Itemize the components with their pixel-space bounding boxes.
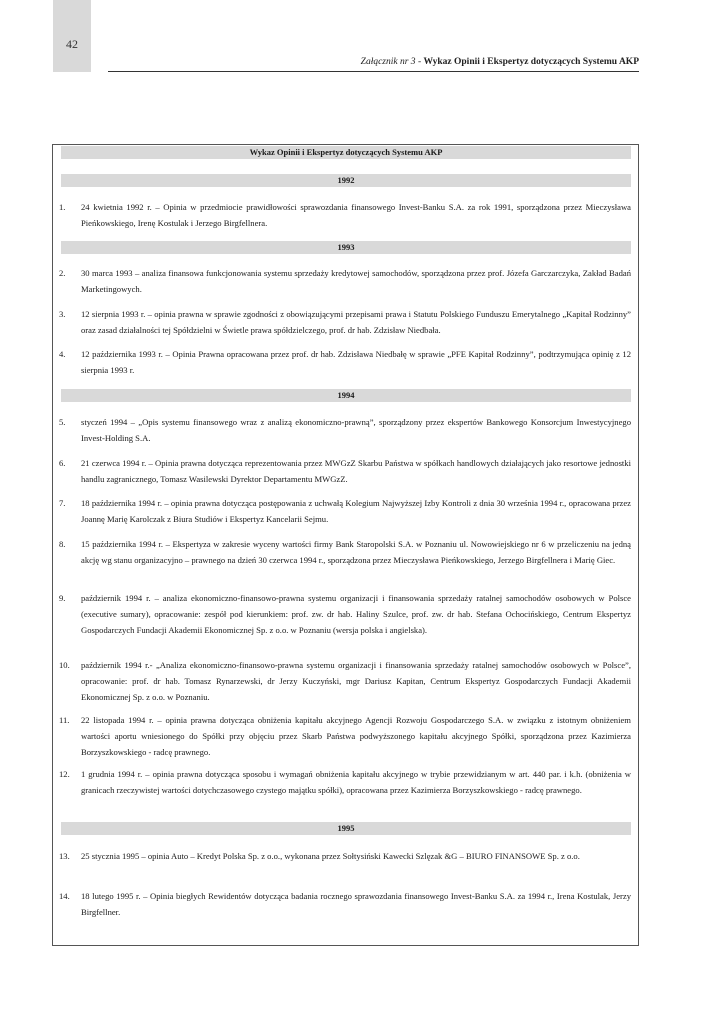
item-text: 12 sierpnia 1993 r. – opinia prawna w sprawie zgodności z obowiązującymi przepisami prawa i Statutu Polskiego Funduszu Emerytalnego „Kapitał Rodzinny” oraz zasad działalności tej Spółdzielni w Świetle prawa spółdzielczego, prof. dr hab. Zdzisław Niedbała. (81, 309, 631, 335)
year-header-1994: 1994 (61, 389, 631, 402)
item-number: 2. (59, 268, 66, 278)
item-text: październik 1994 r.- „Analiza ekonomiczno-finansowo-prawna systemu organizacji i finansowania sprzedaży ratalnej samochodów osobowych w Polsce”, opracowanie: prof. dr hab. Tomasz Rynarzewski, dr Jerzy Kuczyński, mgr Dariusz Kapitan, Centrum Ekspertyz Gospodarczych Fundacji Akademii Ekonomicznej Sp. z o.o. w Poznaniu. (81, 660, 631, 702)
item-number: 6. (59, 458, 66, 468)
item-number: 14. (59, 891, 70, 901)
item-text: 18 października 1994 r. – opinia prawna dotycząca postępowania z uchwałą Kolegium Najwyższej Izby Kontroli z dnia 30 września 1994 r., opracowana przez Joannę Marię Karolczak z Biura Studiów i Ekspertyz Kancelarii Sejmu. (81, 498, 631, 524)
item-number: 4. (59, 349, 66, 359)
item-text: 18 lutego 1995 r. – Opinia biegłych Rewidentów dotycząca badania rocznego sprawozdania finansowego Invest-Banku S.A. za 1994 r., Irena Kostulak, Jerzy Birgfellner. (81, 891, 631, 917)
item-number: 3. (59, 309, 66, 319)
item-text: 1 grudnia 1994 r. – opinia prawna dotycząca sposobu i wymagań obniżenia kapitału akcyjnego w trybie przewidzianym w art. 440 par. i k.h. (obniżenia w granicach rzeczywistej wartości dotychczasowego czystego majątku spółki), opracowana przez Kazimierza Borzyszkowskiego - radcę prawnego. (81, 769, 631, 795)
list-item (59, 414, 631, 446)
list-item (59, 712, 631, 760)
list-item (59, 495, 631, 527)
list-item (59, 199, 631, 231)
year-header-1993: 1993 (61, 241, 631, 254)
list-item (59, 265, 631, 297)
list-item (59, 657, 631, 705)
list-item (59, 346, 631, 378)
item-number: 11. (59, 715, 70, 725)
list-item (59, 848, 631, 864)
item-text: 21 czerwca 1994 r. – Opinia prawna dotycząca reprezentowania przez MWGzZ Skarbu Państwa w spółkach handlowych działających jako resortowe jednostki handlu zagranicznego, Tomasz Wasilewski Dyrektor Departamentu MWGzZ. (81, 458, 631, 484)
item-number: 1. (59, 202, 66, 212)
running-head-separator: - (415, 57, 424, 67)
page-number-tab (53, 0, 91, 72)
running-head-prefix: Załącznik nr 3 (360, 57, 416, 67)
list-item (59, 766, 631, 798)
item-number: 7. (59, 498, 66, 508)
item-text: 12 października 1993 r. – Opinia Prawna opracowana przez prof. dr hab. Zdzisława Niedbałę w sprawie „PFE Kapitał Rodzinny”, podtrzymująca opinię z 12 sierpnia 1993 r. (81, 349, 631, 375)
page-number: 42 (66, 37, 78, 51)
list-item (59, 590, 631, 638)
item-text: 30 marca 1993 – analiza finansowa funkcjonowania systemu sprzedaży kredytowej samochodów, sporządzona przez prof. Józefa Garczarczyka, Zakład Badań Marketingowych. (81, 268, 631, 294)
item-text: 15 października 1994 r. – Ekspertyza w zakresie wyceny wartości firmy Bank Staropolski S.A. w Poznaniu ul. Nowowiejskiego nr 6 w przeliczeniu na jedną akcję wg stanu organizacyjno – prawnego na dzień 30 czerwca 1994 r., sporządzona przez Mieczysława Pieńkowskiego, Jerzego Birgfellnera i Marię Giec. (81, 539, 631, 565)
header-rule (108, 71, 639, 72)
item-text: 22 listopada 1994 r. – opinia prawna dotycząca obniżenia kapitału akcyjnego Agencji Rozwoju Gospodarczego S.A. w związku z istotnym obniżeniem wartości aportu wniesionego do Spółki przy objęciu przez Skarb Państwa podwyższonego kapitału akcyjnego Spółki, sporządzona przez Kazimierza Borzyszkowskiego - radcę prawnego. (81, 715, 631, 757)
item-text: 25 stycznia 1995 – opinia Auto – Kredyt Polska Sp. z o.o., wykonana przez Sołtysiński Kawecki Szlęzak &G – BIURO FINANSOWE Sp. z o.o. (81, 851, 580, 861)
list-item (59, 306, 631, 338)
year-header-1995: 1995 (61, 822, 631, 835)
item-number: 9. (59, 593, 66, 603)
running-head-title: Wykaz Opinii i Ekspertyz dotyczących Systemu AKP (423, 57, 639, 67)
item-text: 24 kwietnia 1992 r. – Opinia w przedmiocie prawidłowości sprawozdania finansowego Invest-Banku S.A. za rok 1991, sporządzona przez Mieczysława Pieńkowskiego, Irenę Kostulak i Jerzego Birgfellnera. (81, 202, 631, 228)
table-title: Wykaz Opinii i Ekspertyz dotyczących Systemu AKP (61, 146, 631, 159)
item-text: styczeń 1994 – „Opis systemu finansowego wraz z analizą ekonomiczno-prawną”, sporządzony przez ekspertów Bankowego Konsorcjum Inwestycyjnego Invest-Holding S.A. (81, 417, 631, 443)
item-number: 8. (59, 539, 66, 549)
item-number: 5. (59, 417, 66, 427)
item-text: październik 1994 r. – analiza ekonomiczno-finansowo-prawna systemu organizacji i finansowania sprzedaży ratalnej samochodów osobowych w Polsce (executive sumary), opracowanie: zespół pod kierunkiem: prof. zw. dr hab. Haliny Szulce, prof. zw. dr hab. Stefana Ochocińskiego, Centrum Ekspertyz Gospodarczych Fundacji Akademii Ekonomicznej Sp. z o.o. w Poznaniu (wersja polska i angielska). (81, 593, 631, 635)
item-number: 12. (59, 769, 70, 779)
list-item (59, 888, 631, 920)
year-header-1992: 1992 (61, 174, 631, 187)
item-number: 10. (59, 660, 70, 670)
list-item (59, 536, 631, 568)
list-item (59, 455, 631, 487)
running-head (361, 57, 639, 67)
item-number: 13. (59, 851, 70, 861)
